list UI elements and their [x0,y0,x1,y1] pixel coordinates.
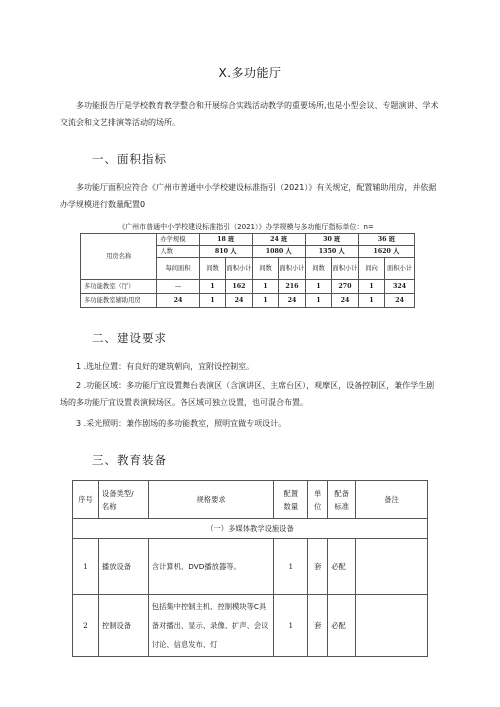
row-unit: 套 [308,595,328,657]
cell: 1 [305,294,332,308]
requirement-item: 2 .功能区域：多功能厅宜设置舞台表演区（含演讲区、主席台区），观摩区，设备控制区，兼作学生剧场的多功能厅宜设置表演候场区。各区域可独立设置，也可混合布置。 [60,381,435,407]
people-24: 1080 人 [252,246,305,258]
cell: 1 [305,280,332,294]
page-title: X.多功能厅 [218,66,282,80]
rooms-header: 间数 [252,258,279,280]
header-unit-line2: 位 [314,501,322,511]
row-name: 多功能教室辅助用房 [81,294,157,308]
row-area: — [157,280,199,294]
cell: 24 [385,294,415,308]
people-label: 人数 [157,246,199,258]
area-paragraph: 多功能厅面积应符合《广州市普通中小学校建设标准指引（2021）》有关规定，配置辅助用房，并依据办学规模进行数量配置0 [60,183,437,209]
header-type-line2: 名称 [101,501,117,511]
people-36: 1620 人 [358,246,414,258]
subtotal-header: 面积小计 [385,258,415,280]
cell: 162 [226,280,253,294]
area-index-table [80,233,415,308]
row-unit: 套 [308,539,328,595]
rooms-header: 间向 [358,258,385,280]
header-type [98,481,148,519]
header-qty-line2: 数量 [283,501,299,511]
cell: 1 [199,294,226,308]
row-equipment-name: 播放设备 [98,539,148,595]
rooms-header: 间数 [305,258,332,280]
row-std: 必配 [328,595,356,657]
class-18: 18 班 [199,234,252,246]
class-36: 36 班 [358,234,414,246]
cell: 24 [332,294,359,308]
scale-label: 办学规模 [157,234,199,246]
header-unit [308,481,328,519]
equipment-table [72,480,428,657]
cell: 24 [226,294,253,308]
section-heading-equipment: 三、教育装备 [92,453,167,467]
header-qty [274,481,308,519]
cell: 324 [385,280,415,294]
row-no: 1 [73,539,99,595]
row-note [356,539,428,595]
row-note [356,595,428,657]
cell: 216 [279,280,306,294]
table1-caption: 《广州市普通中小学校建设标准指引（2021）》办学规模与多功能厅指标单位：n= [118,223,374,231]
group-row: （一）多媒体教学设施设备 [73,519,428,539]
row-std: 必配 [328,539,356,595]
cell: 1 [252,280,279,294]
class-30: 30 班 [305,234,358,246]
row-name: 多功能教室（厅） [81,280,157,294]
cell: 1 [199,280,226,294]
class-24: 24 班 [252,234,305,246]
people-30: 1350 人 [305,246,358,258]
requirement-item: 3 .采光照明：兼作剧场的多功能教室，照明宜做专项设计。 [76,419,287,428]
cell: 24 [279,294,306,308]
area-label: 每间面积 [157,258,199,280]
cell: 1 [358,294,385,308]
subtotal-header: 面积小计 [332,258,359,280]
rooms-header: 间数 [199,258,226,280]
header-std-line1: 配备 [334,488,350,498]
header-unit-line1: 单 [314,488,322,498]
row-equipment-name: 控制设备 [98,595,148,657]
header-spec: 规格要求 [148,481,274,519]
row-area: 24 [157,294,199,308]
intro-paragraph: 多功能报告厅是学校教育教学整合和开展综合实践活动教学的重要场所,也是小型会议、专题演讲、学术交流会和文艺排演等活动的场所。 [60,101,439,127]
subtotal-header: 面积小计 [279,258,306,280]
cell: 270 [332,280,359,294]
requirement-item: 1 .选址位置：有良好的建筑朝向，宜附设控制室。 [76,362,255,371]
cell: 1 [358,280,385,294]
header-std [328,481,356,519]
row-qty: 1 [274,595,308,657]
section-heading-requirements: 二、建设要求 [92,331,167,345]
header-std-line2: 标准 [334,501,350,511]
section-heading-area: 一、面积指标 [92,152,167,166]
room-name-header: 用房名称 [81,234,157,280]
people-18: 810 人 [199,246,252,258]
row-spec: 含计算机、DVD播放器等。 [148,539,274,595]
header-type-line1: 设备类型/ [101,488,134,498]
row-no: 2 [73,595,99,657]
header-note: 备注 [356,481,428,519]
subtotal-header: 面积小计 [226,258,253,280]
row-qty: 1 [274,539,308,595]
header-qty-line1: 配置 [283,488,299,498]
row-spec: 包括集中控制主机、控制模块等C具备对播出、显示、录像、扩声、会议讨论、信息发布、灯 [148,595,274,657]
header-no: 序号 [73,481,99,519]
cell: 1 [252,294,279,308]
